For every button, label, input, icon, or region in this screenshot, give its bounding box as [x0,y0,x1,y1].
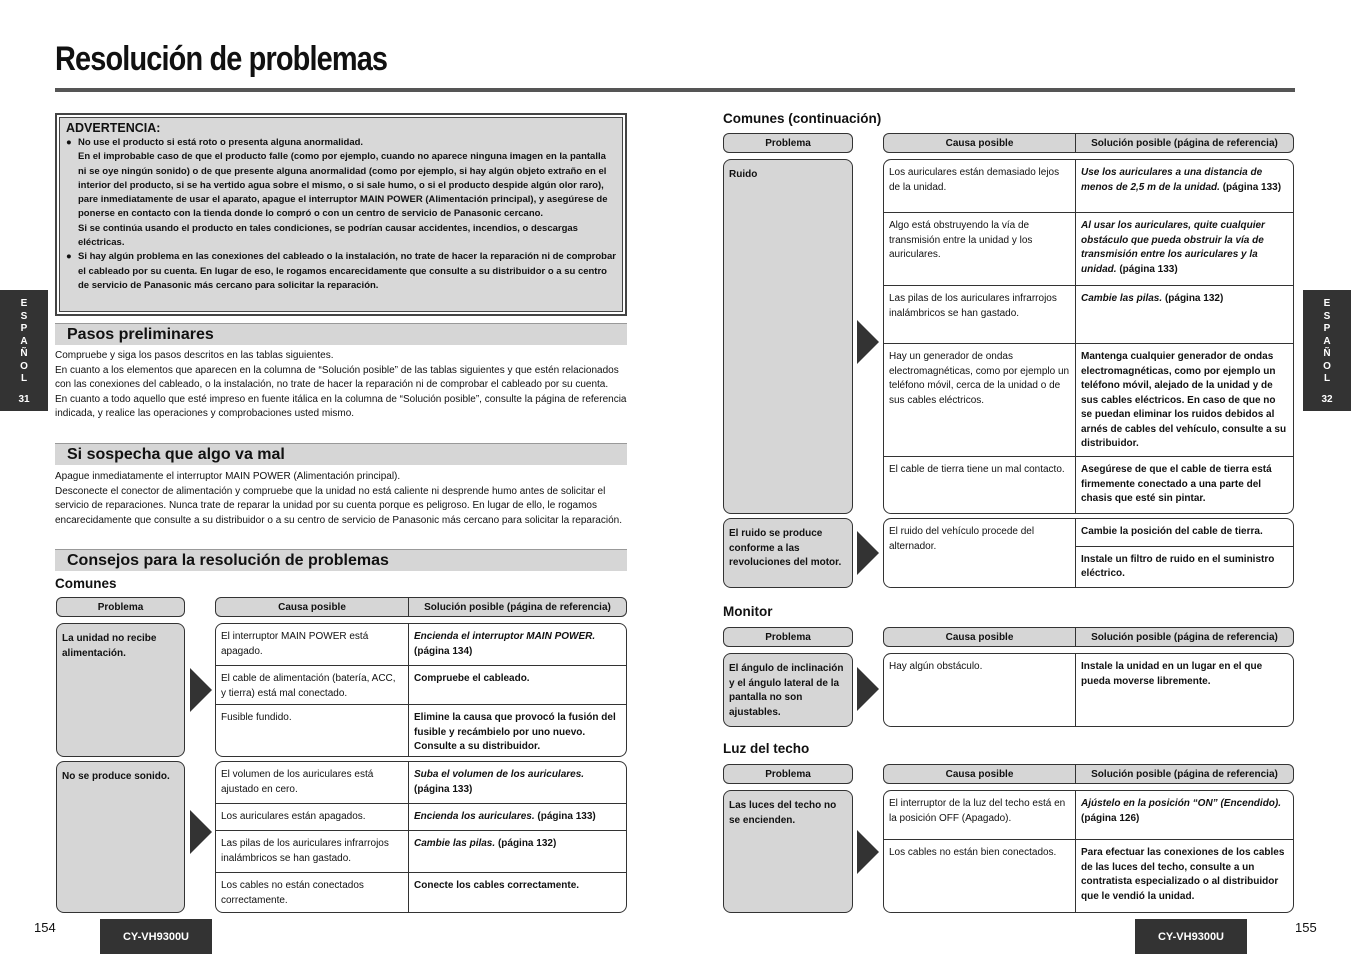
solution-cell: Encienda el interruptor MAIN POWER. (página 134) [414,631,596,657]
table-monitor [883,653,1294,727]
header-cause-solution [883,627,1294,647]
cause-cell: Hay un generador de ondas electromagnéticas, como por ejemplo un teléfono móvil, cerca de la unidad o de sus cables eléctricos. [884,344,1076,456]
page-title: Resolución de problemas [55,40,388,78]
tab-letter: E [20,298,28,309]
problem-cell: Las luces del techo no se encienden. [723,790,853,913]
header-cause: Causa posible [884,628,1076,646]
solution-cell: Mantenga cualquier generador de ondas electromagnéticas, como por ejemplo un teléfono móvil, alejado de la unidad y de sus cables eléctricos. En caso de que no se puedan eliminar los ruidos debidos al arnés de cables del vehículo, consulte a su distribuidor. [1081,351,1287,449]
header-solution: Solución posible (página de referencia) [1091,137,1278,149]
tab-letter: A [20,335,28,347]
table-noise [883,159,1294,514]
side-tab-right [1303,290,1351,411]
table-row [884,456,1293,513]
table-light [883,790,1294,913]
tab-letter: L [20,373,28,384]
table-row [216,803,626,830]
header-problem: Problema [723,764,853,784]
arrow-right-icon [857,531,879,575]
solution-cell: Compruebe el cableado. [414,673,530,684]
header-solution: Solución posible (página de referencia) [1091,768,1278,780]
header-problem: Problema [723,133,853,153]
cause-cell: El interruptor de la luz del techo está en la posición OFF (Apagado). [884,791,1076,839]
solution-cell: Encienda los auriculares. (página 133) [414,811,596,822]
cause-cell: Los auriculares están demasiado lejos de la unidad. [884,160,1076,212]
header-solution: Solución posible (página de referencia) [1091,631,1278,643]
solution-cell: Instale la unidad en un lugar en el que pueda moverse libremente. [1081,661,1263,687]
table-row [884,285,1293,343]
page-number-right: 155 [1295,920,1317,935]
header-cause-solution [883,764,1294,784]
header-cause: Causa posible [216,598,409,616]
header-cause: Causa posible [884,134,1076,152]
warning-heading: ADVERTENCIA: [66,121,161,135]
warning-text-3: Si hay algún problema en las conexiones del cableado o la instalación, no trate de hacer la reparación ni de comprobar el cableado por su cuenta. En lugar de eso, le rogamos encarecidamente que consulte a su distribuidor o a su centro de servicio de Panasonic más cercano para solicitar la reparación. [78,251,616,291]
problem-cell: La unidad no recibe alimentación. [56,623,185,757]
paragraph: Compruebe y siga los pasos descritos en las tablas siguientes. [55,350,334,361]
tab-letter: P [20,323,28,334]
warning-box [55,113,627,316]
subheading-monitor: Monitor [723,604,773,619]
solution-cell: Cambie las pilas. (página 132) [1081,293,1224,304]
cause-cell: Fusible fundido. [216,705,409,757]
solution-cell: Para efectuar las conexiones de los cables de las luces del techo, consulte a un contratista especializado o al distribuidor que le vendió la unidad. [1081,847,1285,902]
solution-cell: Cambie la posición del cable de tierra. [1076,519,1293,547]
solution-cell: Cambie las pilas. (página 132) [414,838,557,849]
problem-cell: El ruido se produce conforme a las revoluciones del motor. [723,518,853,588]
table-row [884,212,1293,285]
tab-letter: O [20,360,28,372]
arrow-right-icon [857,320,879,364]
section-heading-tips: Consejos para la resolución de problemas [55,549,627,571]
bullet-icon: ● [66,137,72,148]
cause-cell: Los cables no están bien conectados. [884,840,1076,912]
tab-letter: E [1323,298,1331,309]
title-rule [55,88,1295,92]
arrow-right-icon [857,667,879,711]
cause-cell: El cable de tierra tiene un mal contacto. [884,457,1076,513]
warning-lead: No use el producto si está roto o presenta alguna anormalidad. [78,137,364,148]
table-row [884,160,1293,212]
tab-letter: S [20,310,28,322]
table-row [216,624,626,665]
preliminary-text [55,349,630,422]
table-row [216,830,626,872]
solution-cell: Conecte los cables correctamente. [414,880,580,891]
table-row [884,791,1293,839]
tab-letter: A [1323,335,1331,347]
table-row [884,343,1293,456]
cause-cell: El interruptor MAIN POWER está apagado. [216,624,409,665]
header-cause-solution [215,597,627,617]
table-engine [883,518,1294,588]
table-row [216,762,626,803]
tab-letter: L [1323,373,1331,384]
side-tab-left [0,290,48,411]
warning-text: En el improbable caso de que el producto falle (como por ejemplo, cuando no aparece ninguna imagen en la pantalla ni se oye ningún sonido) o de que presente alguna anormalidad (como por ejemplo, si hay algún objeto extraño en el interior del producto, si se ha vertido agua sobre el mismo, o si sale humo, o si el producto despide algún olor raro), pare inmediatamente de usar el aparato, apague el interruptor MAIN POWER (Alimentación principal), y asegúrese de ponerse en contacto con la tienda donde lo compró o con un centro de servicio de Panasonic cercano. [78,151,608,220]
subheading-comunes: Comunes [55,576,117,591]
table-row [216,665,626,704]
problem-cell: No se produce sonido. [56,761,185,913]
header-problem: Problema [56,597,185,617]
section-heading-suspect: Si sospecha que algo va mal [55,443,627,465]
bullet-icon: ● [66,251,72,263]
table-row [884,839,1293,912]
solution-cell: Suba el volumen de los auriculares. (página 133) [414,769,585,795]
header-solution: Solución posible (página de referencia) [424,601,611,613]
tab-letter: P [1323,323,1331,334]
tab-letter: O [1323,360,1331,372]
table-sound [215,761,627,913]
cause-cell: El cable de alimentación (batería, ACC, y tierra) está mal conectado. [216,666,409,704]
subheading-light: Luz del techo [723,741,810,756]
suspect-text [55,470,630,528]
paragraph: Apague inmediatamente el interruptor MAIN POWER (Alimentación principal). [55,471,401,482]
cause-cell: Las pilas de los auriculares infrarrojos inalámbricos se han gastado. [884,286,1076,343]
solution-cell: Ajústelo en la posición “ON” (Encendido). (página 126) [1081,798,1282,824]
arrow-right-icon [190,668,212,712]
cause-cell: Los auriculares están apagados. [216,804,409,830]
cause-cell: Los cables no están conectados correctamente. [216,873,409,913]
table-row [216,872,626,913]
problem-cell: Ruido [723,159,853,514]
solution-cell: Asegúrese de que el cable de tierra está firmemente conectado a una parte del chasis que esté sin pintar. [1081,464,1272,504]
header-cause-solution [883,133,1294,153]
cause-cell: El ruido del vehículo procede del alternador. [884,519,1076,587]
solution-cell: Instale un filtro de ruido en el suministro eléctrico. [1081,553,1275,579]
arrow-right-icon [857,830,879,874]
tab-number: 31 [18,393,30,405]
solution-cell: Use los auriculares a una distancia de menos de 2,5 m de la unidad. (página 133) [1081,167,1282,193]
model-badge-right: CY-VH9300U [1135,919,1247,954]
cause-cell: Algo está obstruyendo la vía de transmisión entre la unidad y los auriculares. [884,213,1076,285]
model-badge-left: CY-VH9300U [100,919,212,954]
warning-text-2: Si se continúa usando el producto en tales condiciones, se podrían causar accidentes, incendios, o descargas eléctricas. [78,222,578,249]
problem-cell: El ángulo de inclinación y el ángulo lateral de la pantalla no son ajustables. [723,653,853,727]
tab-number: 32 [1321,393,1333,405]
header-cause: Causa posible [884,765,1076,783]
arrow-right-icon [190,810,212,854]
solution-cell: Al usar los auriculares, quite cualquier obstáculo que pueda obstruir la vía de transmisión entre los auriculares y la unidad. (página 133) [1081,220,1265,275]
solution-cell: Elimine la causa que provocó la fusión del fusible y recámbielo por uno nuevo. Consulte a su distribuidor. [414,712,616,752]
solution-group [1076,519,1293,587]
header-problem: Problema [723,627,853,647]
table-row [216,704,626,757]
table-power [215,623,627,757]
cause-cell: Las pilas de los auriculares infrarrojos inalámbricos se han gastado. [216,831,409,872]
tab-letter: Ñ [20,348,28,359]
cause-cell: Hay algún obstáculo. [884,654,1076,726]
page-number-left: 154 [34,920,56,935]
paragraph: Desconecte el conector de alimentación y compruebe que la unidad no está caliente ni desprende humo antes de solicitar el servicio de reparaciones. Nunca trate de reparar la unidad por su cuenta porque es peligroso. En lugar de ello, le rogamos encarecidamente que consulte a su distribuidor o a su centro de servicio de Panasonic más cercano para solicitar la reparación. [55,485,622,526]
paragraph: En cuanto a los elementos que aparecen en la columna de “Solución posible” de las tablas siguientes y que estén relacionados con las conexiones del cableado, o la instalación, no trate de hacer la reparación ni de comprobar el cableado por su cuenta. [55,364,619,390]
tab-letter: S [1323,310,1331,322]
cause-cell: El volumen de los auriculares está ajustado en cero. [216,762,409,803]
tab-letter: Ñ [1323,348,1331,359]
subheading-comunes-cont: Comunes (continuación) [723,111,882,126]
section-heading-preliminary: Pasos preliminares [55,323,627,345]
paragraph: En cuanto a todo aquello que esté impreso en fuente itálica en la columna de “Solución posible”, consulte la página de referencia indicada, y realice las operaciones y comprobaciones usted mismo. [55,393,627,419]
